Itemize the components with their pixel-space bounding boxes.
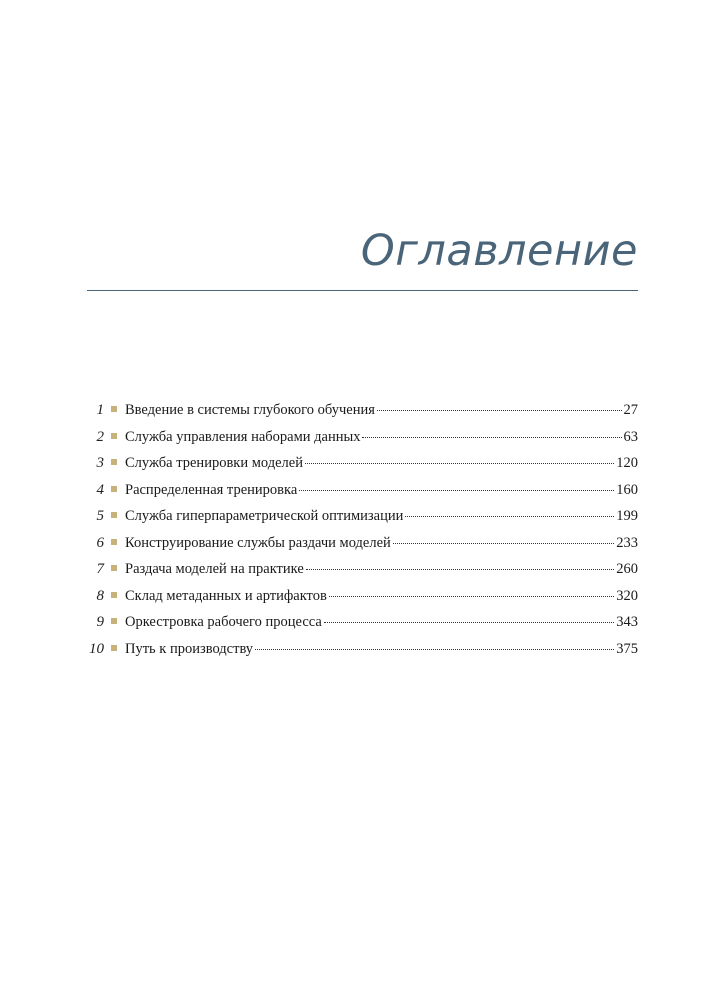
page-number: 375: [616, 640, 638, 657]
toc-entry[interactable]: [80, 561, 638, 588]
chapter-title: Оркестровка рабочего процесса: [125, 614, 322, 630]
toc-entry[interactable]: [80, 455, 638, 482]
chapter-title: Раздача моделей на практике: [125, 561, 304, 577]
dot-leader: [305, 463, 614, 464]
chapter-title: Путь к производству: [125, 640, 254, 657]
toc-entry[interactable]: [80, 614, 638, 641]
dot-leader: [329, 596, 614, 597]
chapter-number: 6: [96, 534, 104, 551]
dot-leader: [306, 569, 614, 570]
dot-leader: [324, 622, 614, 623]
chapter-number: 4: [96, 481, 104, 498]
chapter-number: 3: [96, 455, 104, 471]
title-rule: [87, 290, 638, 291]
page-number: 63: [623, 428, 638, 445]
toc-entry[interactable]: [80, 482, 638, 509]
chapter-number: 2: [96, 428, 104, 445]
toc-entry[interactable]: [80, 402, 638, 429]
chapter-number: 5: [96, 508, 104, 524]
square-bullet-icon: [111, 539, 117, 545]
dot-leader: [362, 437, 621, 438]
chapter-title: Склад метаданных и артифактов: [125, 587, 327, 604]
page-number: 120: [616, 455, 638, 471]
page-number: 260: [616, 561, 638, 577]
square-bullet-icon: [111, 645, 117, 651]
chapter-title: Служба гиперпараметрической оптимизации: [125, 508, 404, 524]
square-bullet-icon: [111, 486, 117, 492]
dot-leader: [255, 649, 614, 650]
chapter-number: 1: [96, 402, 104, 418]
page-number: 343: [616, 614, 638, 630]
page-number: 27: [623, 402, 638, 418]
dot-leader: [393, 543, 614, 544]
chapter-number: 10: [89, 640, 104, 657]
square-bullet-icon: [111, 618, 117, 624]
page-number: 199: [616, 508, 638, 524]
chapter-title: Служба тренировки моделей: [125, 455, 303, 471]
toc-entry[interactable]: [80, 641, 638, 668]
chapter-title: Распределенная тренировка: [125, 481, 298, 498]
toc-entry[interactable]: [80, 508, 638, 535]
chapter-number: 8: [96, 587, 104, 604]
dot-leader: [377, 410, 622, 411]
square-bullet-icon: [111, 406, 117, 412]
dot-leader: [299, 490, 614, 491]
chapter-number: 9: [96, 614, 104, 630]
page-title: Оглавление: [360, 226, 638, 276]
chapter-number: 7: [96, 561, 104, 577]
toc-entry[interactable]: [80, 588, 638, 615]
chapter-title: Введение в системы глубокого обучения: [125, 402, 375, 418]
page-number: 160: [616, 481, 638, 498]
square-bullet-icon: [111, 459, 117, 465]
chapter-title: Служба управления наборами данных: [125, 428, 361, 445]
table-of-contents: [80, 402, 638, 667]
toc-entry[interactable]: [80, 429, 638, 456]
chapter-title: Конструирование службы раздачи моделей: [125, 534, 391, 551]
page-number: 320: [616, 587, 638, 604]
square-bullet-icon: [111, 565, 117, 571]
square-bullet-icon: [111, 433, 117, 439]
square-bullet-icon: [111, 592, 117, 598]
square-bullet-icon: [111, 512, 117, 518]
toc-entry[interactable]: [80, 535, 638, 562]
page-number: 233: [616, 534, 638, 551]
dot-leader: [405, 516, 614, 517]
